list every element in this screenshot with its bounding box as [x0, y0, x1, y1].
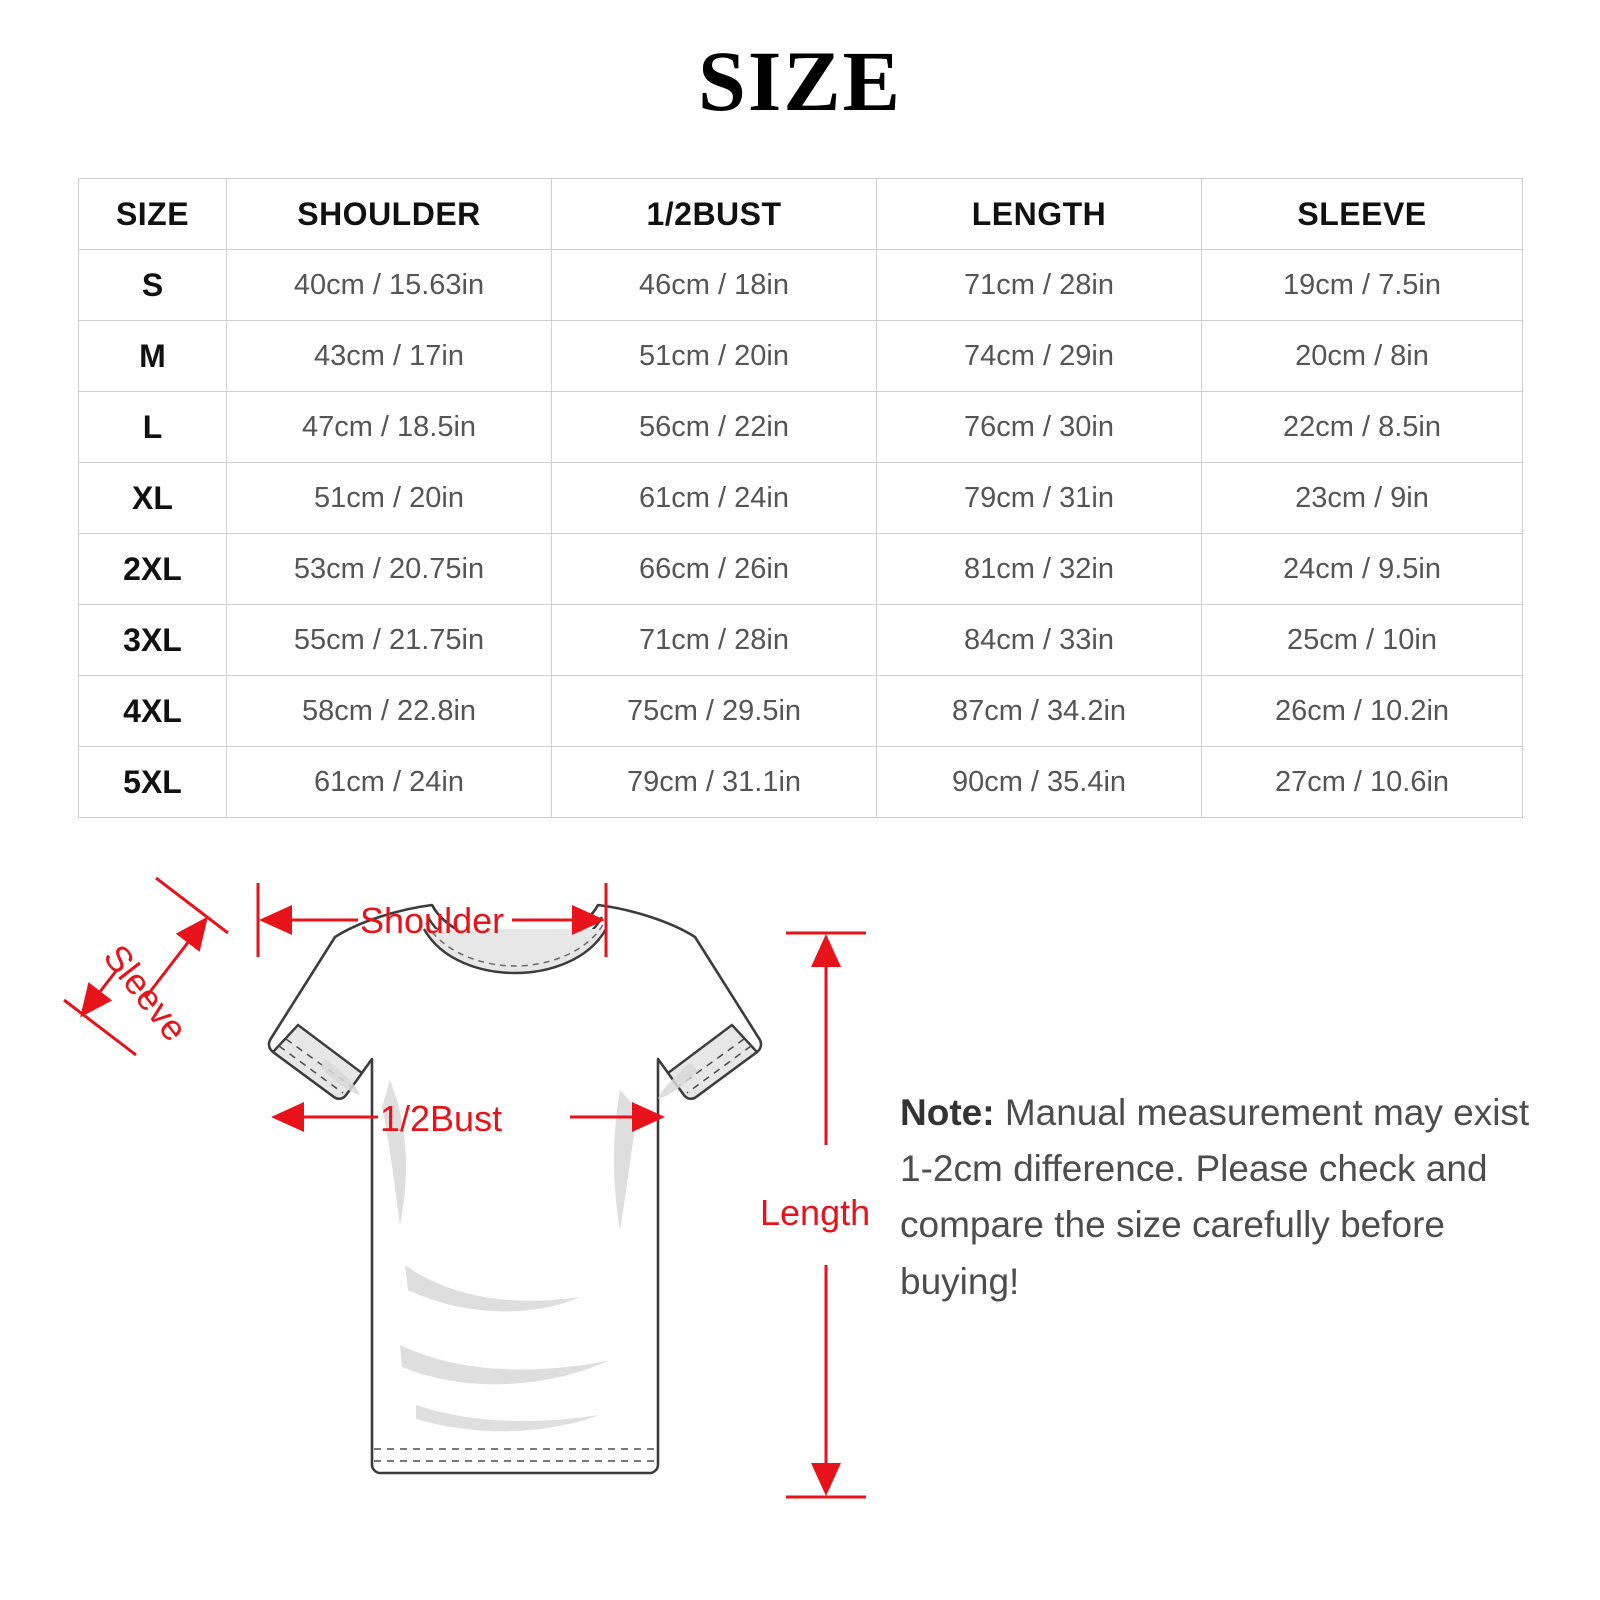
length-label: Length — [760, 1192, 871, 1233]
cell-bust: 51cm / 20in — [552, 321, 877, 392]
cell-sleeve: 27cm / 10.6in — [1202, 747, 1523, 818]
cell-size: S — [79, 250, 227, 321]
cell-sleeve: 22cm / 8.5in — [1202, 392, 1523, 463]
cell-sleeve: 24cm / 9.5in — [1202, 534, 1523, 605]
cell-shoulder: 55cm / 21.75in — [227, 605, 552, 676]
cell-length: 71cm / 28in — [877, 250, 1202, 321]
note-text: Manual measurement may exist 1-2cm difference. Please check and compare the size carefully before buying! — [900, 1092, 1530, 1302]
cell-shoulder: 51cm / 20in — [227, 463, 552, 534]
column-header-sleeve: SLEEVE — [1202, 179, 1523, 250]
column-header-bust: 1/2BUST — [552, 179, 877, 250]
cell-shoulder: 61cm / 24in — [227, 747, 552, 818]
cell-length: 76cm / 30in — [877, 392, 1202, 463]
cell-bust: 79cm / 31.1in — [552, 747, 877, 818]
cell-bust: 56cm / 22in — [552, 392, 877, 463]
cell-shoulder: 58cm / 22.8in — [227, 676, 552, 747]
table-row — [79, 534, 1523, 605]
cell-sleeve: 26cm / 10.2in — [1202, 676, 1523, 747]
table-row — [79, 676, 1523, 747]
cell-bust: 75cm / 29.5in — [552, 676, 877, 747]
tshirt-measurement-diagram — [60, 845, 890, 1565]
cell-shoulder: 43cm / 17in — [227, 321, 552, 392]
tshirt-illustration — [269, 905, 761, 1473]
cell-length: 79cm / 31in — [877, 463, 1202, 534]
cell-sleeve: 23cm / 9in — [1202, 463, 1523, 534]
table-row — [79, 747, 1523, 818]
cell-length: 84cm / 33in — [877, 605, 1202, 676]
cell-size: 2XL — [79, 534, 227, 605]
cell-shoulder: 47cm / 18.5in — [227, 392, 552, 463]
cell-shoulder: 53cm / 20.75in — [227, 534, 552, 605]
cell-bust: 46cm / 18in — [552, 250, 877, 321]
cell-size: M — [79, 321, 227, 392]
column-header-size: SIZE — [79, 179, 227, 250]
cell-bust: 66cm / 26in — [552, 534, 877, 605]
page-title: SIZE — [697, 33, 903, 129]
table-row — [79, 463, 1523, 534]
bust-label: 1/2Bust — [380, 1098, 503, 1139]
note-block — [900, 1085, 1540, 1310]
column-header-shoulder: SHOULDER — [227, 179, 552, 250]
cell-length: 90cm / 35.4in — [877, 747, 1202, 818]
cell-size: XL — [79, 463, 227, 534]
cell-size: L — [79, 392, 227, 463]
cell-length: 81cm / 32in — [877, 534, 1202, 605]
cell-length: 74cm / 29in — [877, 321, 1202, 392]
table-row — [79, 392, 1523, 463]
cell-size: 3XL — [79, 605, 227, 676]
cell-size: 4XL — [79, 676, 227, 747]
table-row — [79, 321, 1523, 392]
cell-sleeve: 25cm / 10in — [1202, 605, 1523, 676]
size-chart-table — [78, 178, 1523, 818]
table-header-row — [79, 179, 1523, 250]
column-header-length: LENGTH — [877, 179, 1202, 250]
cell-size: 5XL — [79, 747, 227, 818]
table-row — [79, 605, 1523, 676]
cell-length: 87cm / 34.2in — [877, 676, 1202, 747]
shoulder-label: Shoulder — [360, 900, 505, 941]
cell-bust: 71cm / 28in — [552, 605, 877, 676]
table-row — [79, 250, 1523, 321]
cell-sleeve: 20cm / 8in — [1202, 321, 1523, 392]
sleeve-label: Sleeve — [95, 936, 196, 1049]
note-label: Note: — [900, 1092, 995, 1133]
cell-shoulder: 40cm / 15.63in — [227, 250, 552, 321]
cell-bust: 61cm / 24in — [552, 463, 877, 534]
cell-sleeve: 19cm / 7.5in — [1202, 250, 1523, 321]
